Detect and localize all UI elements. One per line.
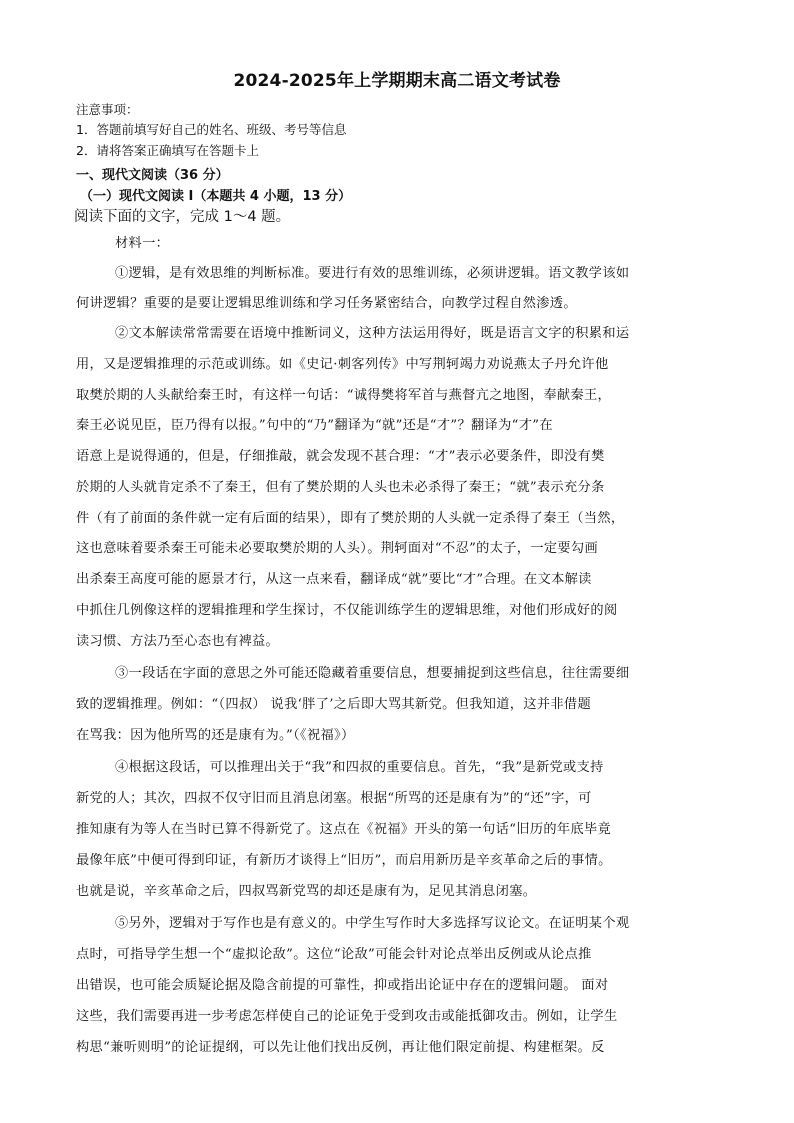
body-line: 出杀秦王高度可能的愿景才行，从这一点来看，翻译成“就”要比“才”合理。在文本解读	[76, 572, 592, 587]
notice-item-1: 1．答题前填写好自己的姓名、班级、考号等信息	[76, 122, 347, 137]
body-line: 语意上是说得通的，但是，仔细推敲，就会发现不甚合理：“才”表示必要条件，即没有樊	[76, 449, 605, 464]
body-line: 读习惯、方法乃至心态也有裨益。	[76, 634, 280, 649]
body-line: ⑤另外，逻辑对于写作也是有意义的。中学生写作时大多选择写议论文。在证明某个观	[115, 916, 630, 931]
body-line: ②文本解读常常需要在语境中推断词义，这种方法运用得好，既是语言文字的积累和运	[115, 326, 630, 341]
body-line: 何讲逻辑？重要的是要让逻辑思维训练和学习任务紧密结合，向教学过程自然渗透。	[76, 296, 577, 311]
body-line: 出错误，也可能会质疑论据及隐含前提的可靠性，抑或指出论证中存在的逻辑问题。 面对	[76, 978, 609, 993]
notice-heading: 注意事项：	[76, 102, 139, 117]
body-line: 用，又是逻辑推理的示范或训练。如《史记·刺客列传》中写荆轲竭力劝说燕太子丹允许他	[76, 357, 609, 372]
body-line: 也就是说，辛亥革命之后，四叔骂新党骂的却还是康有为，足见其消息闭塞。	[76, 884, 537, 899]
material-label: 材料一：	[115, 236, 170, 251]
notice-item-2: 2．请将答案正确填写在答题卡上	[76, 143, 259, 158]
body-line: 在骂我：因为他所骂的还是康有为。”（《祝福》）	[76, 728, 355, 743]
body-line: 中抓住几例像这样的逻辑推理和学生探讨，不仅能训练学生的逻辑思维，对他们形成好的阅	[76, 603, 618, 618]
body-line: 这也意味着要杀秦王可能未必要取樊於期的人头）。荆轲面对“不忍”的太子，一定要勾画	[76, 541, 599, 556]
body-line: 构思“兼听则明”的论证提纲，可以先让他们找出反例，再让他们限定前提、构建框架。反	[76, 1040, 605, 1055]
body-line: 点时，可指导学生想一个“虚拟论敌”。这位“论敌”可能会针对论点举出反例或从论点推	[76, 947, 592, 962]
body-line: 推知康有为等人在当时已算不得新党了。这点在《祝福》开头的第一句话“旧历的年底毕竟	[76, 822, 612, 837]
body-line: 这些，我们需要再进一步考虑怎样使自己的论证免于受到攻击或能抵御攻击。例如，让学生	[76, 1009, 618, 1024]
body-line: 取樊於期的人头献给秦王时，有这样一句话：“诚得樊将军首与燕督亢之地图，奉献秦王，	[76, 388, 612, 403]
body-line: 致的逻辑推理。例如：“（四叔） 说我‘胖了’之后即大骂其新党。但我知道，这并非借题	[76, 697, 592, 712]
body-line: ④根据这段话，可以推理出关于“我”和四叔的重要信息。首先，“我”是新党或支持	[115, 760, 604, 775]
body-line: ①逻辑，是有效思维的判断标准。要进行有效的思维训练，必须讲逻辑。语文教学该如	[115, 266, 630, 281]
body-line: 新党的人；其次，四叔不仅守旧而且消息闭塞。根据“所骂的还是康有为”的“还”字，可	[76, 791, 592, 806]
body-line: ③一段话在字面的意思之外可能还隐藏着重要信息，想要捕捉到这些信息，往往需要细	[115, 666, 630, 681]
body-line: 件（有了前面的条件就一定有后面的结果），即有了樊於期的人头就一定杀得了秦王（当然，	[76, 511, 625, 526]
section-heading: 一、现代文阅读（36 分）	[76, 168, 229, 183]
body-line: 秦王必说见臣，臣乃得有以报。”句中的“乃”翻译为“就”还是“才”？翻译为“才”在	[76, 418, 553, 433]
subsection-heading: （一）现代文阅读 I（本题共 4 小题，13 分）	[80, 189, 352, 204]
body-line: 於期的人头就肯定杀不了秦王，但有了樊於期的人头也未必杀得了秦王；“就”表示充分条	[76, 480, 605, 495]
reading-instruction: 阅读下面的文字，完成 1～4 题。	[74, 209, 291, 225]
body-line: 最像年底”中便可得到印证，有新历才谈得上“旧历”，而启用新历是辛亥革命之后的事情。	[76, 853, 612, 868]
exam-title: 2024-2025年上学期期末高二语文考试卷	[233, 71, 561, 91]
